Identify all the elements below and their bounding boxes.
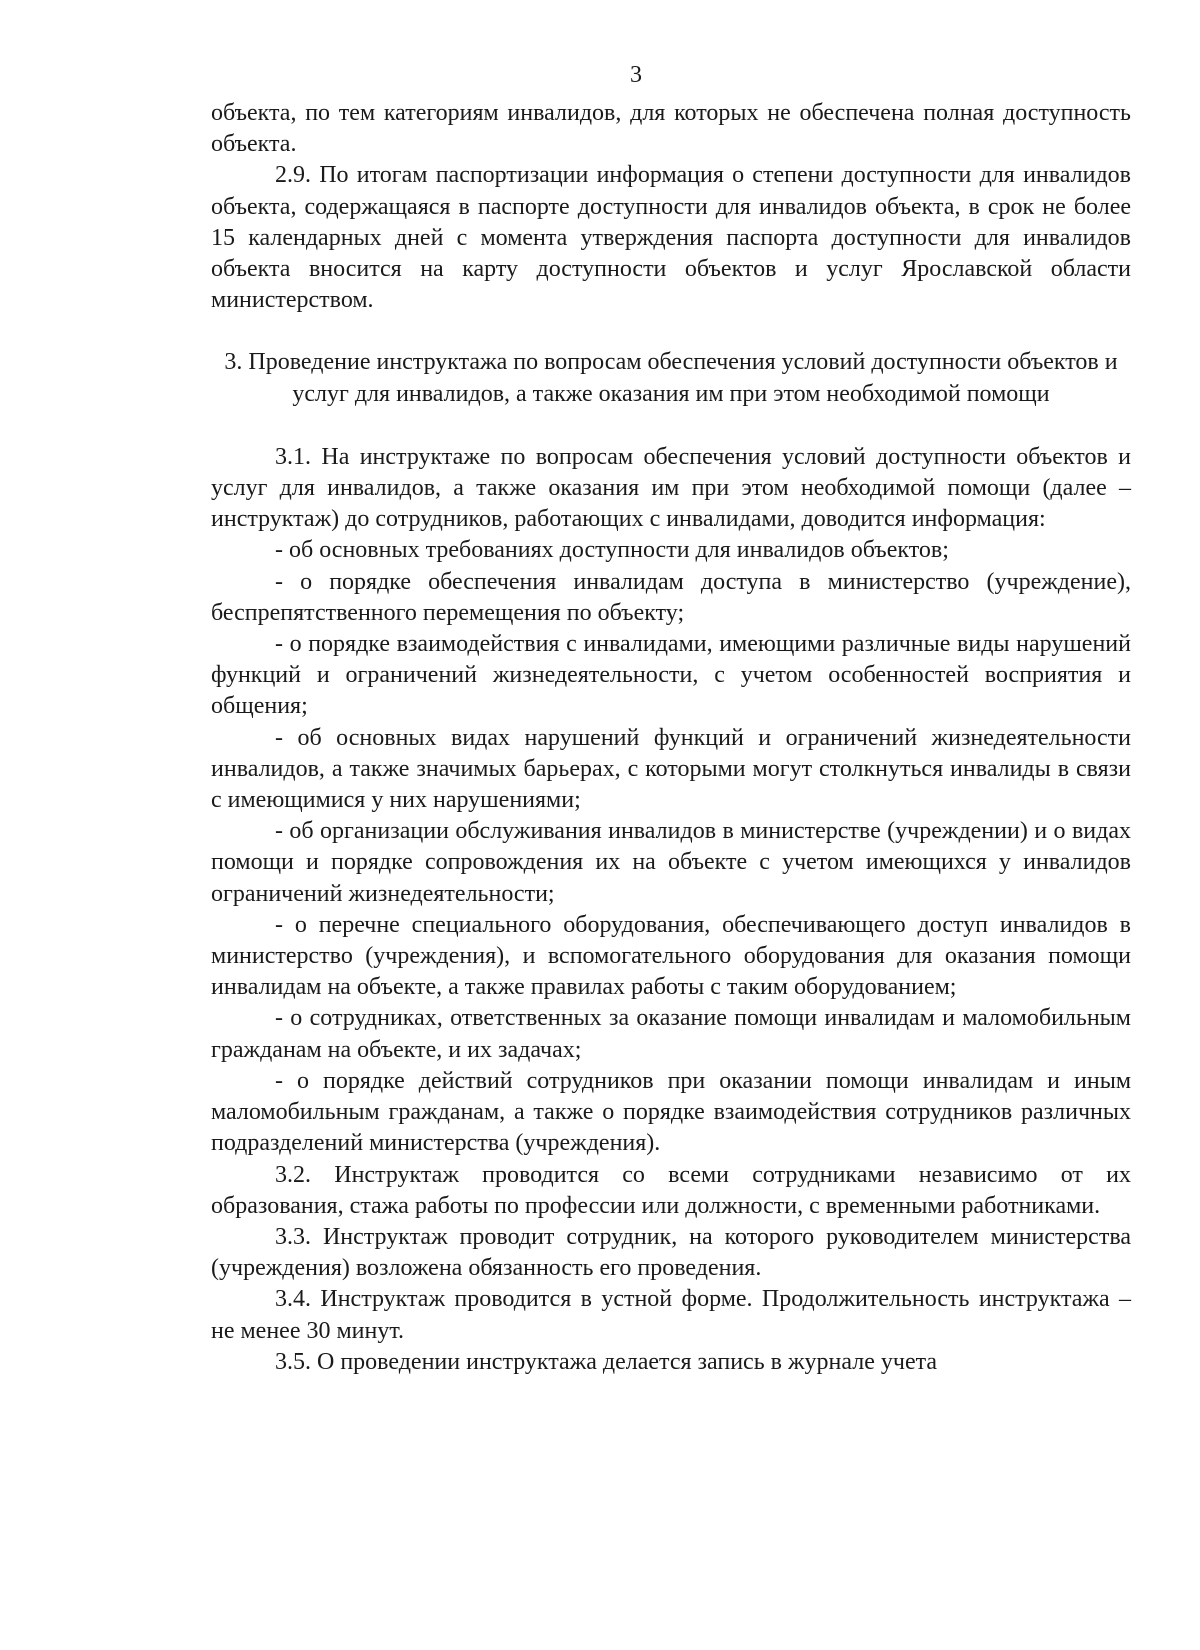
list-item: - о порядке действий сотрудников при оказании помощи инвалидам и иным маломобильным гражданам, а также о порядке взаимодействия сотрудников различных подразделений министерства (учреждения). bbox=[211, 1067, 1131, 1157]
list-item: - об основных видах нарушений функций и ограничений жизнедеятельности инвалидов, а также значимых барьерах, с которыми могут столкнуться инвалиды в связи с имеющимися у них нарушениями; bbox=[211, 724, 1131, 814]
paragraph-3-2: 3.2. Инструктаж проводится со всеми сотрудниками независимо от их образования, стажа работы по профессии или должности, с временными работниками. bbox=[211, 1161, 1131, 1219]
section-heading: 3. Проведение инструктажа по вопросам обеспечения условий доступности объектов и услуг для инвалидов, а также оказания им при этом необходимой помощи bbox=[224, 349, 1118, 407]
page-number: 3 bbox=[630, 62, 642, 88]
list-item: - о перечне специального оборудования, обеспечивающего доступ инвалидов в министерство (учреждения), и вспомогательного оборудования для оказания помощи инвалидам на объекте, а также правилах работы с таким оборудованием; bbox=[211, 911, 1131, 1001]
list-item: - о порядке взаимодействия с инвалидами, имеющими различные виды нарушений функций и ограничений жизнедеятельности, с учетом особенностей восприятия и общения; bbox=[211, 631, 1131, 720]
list-item: - об организации обслуживания инвалидов в министерстве (учреждении) и о видах помощи и порядке сопровождения их на объекте с учетом имеющихся у инвалидов ограничений жизнедеятельности; bbox=[211, 818, 1131, 907]
document-body bbox=[211, 98, 1131, 1378]
paragraph-3-1: 3.1. На инструктаже по вопросам обеспечения условий доступности объектов и услуг для инвалидов, а также оказания им при этом необходимой помощи (далее – инструктаж) до сотрудников, работающих с инвалидами, доводится информация: bbox=[211, 443, 1131, 533]
list-item: - о сотрудниках, ответственных за оказание помощи инвалидам и маломобильным гражданам на объекте, и их задачах; bbox=[211, 1005, 1131, 1063]
list-item: - об основных требованиях доступности для инвалидов объектов; bbox=[275, 537, 949, 564]
list-item: - о порядке обеспечения инвалидам доступа в министерство (учреждение), беспрепятственного перемещения по объекту; bbox=[211, 568, 1131, 626]
paragraph-3-3: 3.3. Инструктаж проводит сотрудник, на которого руководителем министерства (учреждения) возложена обязанность его проведения. bbox=[211, 1223, 1131, 1282]
paragraph-3-5: 3.5. О проведении инструктажа делается запись в журнале учета bbox=[275, 1348, 938, 1375]
paragraph-2-9: 2.9. По итогам паспортизации информация о степени доступности для инвалидов объекта, содержащаяся в паспорте доступности для инвалидов объекта, в срок не более 15 календарных дней с момента утверждения паспорта доступности для инвалидов объекта вносится на карту доступности объектов и услуг Ярославской области министерством. bbox=[211, 162, 1131, 314]
paragraph-3-4: 3.4. Инструктаж проводится в устной форме. Продолжительность инструктажа – не менее 30 минут. bbox=[211, 1286, 1131, 1344]
paragraph-continuation: объекта, по тем категориям инвалидов, для которых не обеспечена полная доступность объекта. bbox=[211, 100, 1131, 158]
